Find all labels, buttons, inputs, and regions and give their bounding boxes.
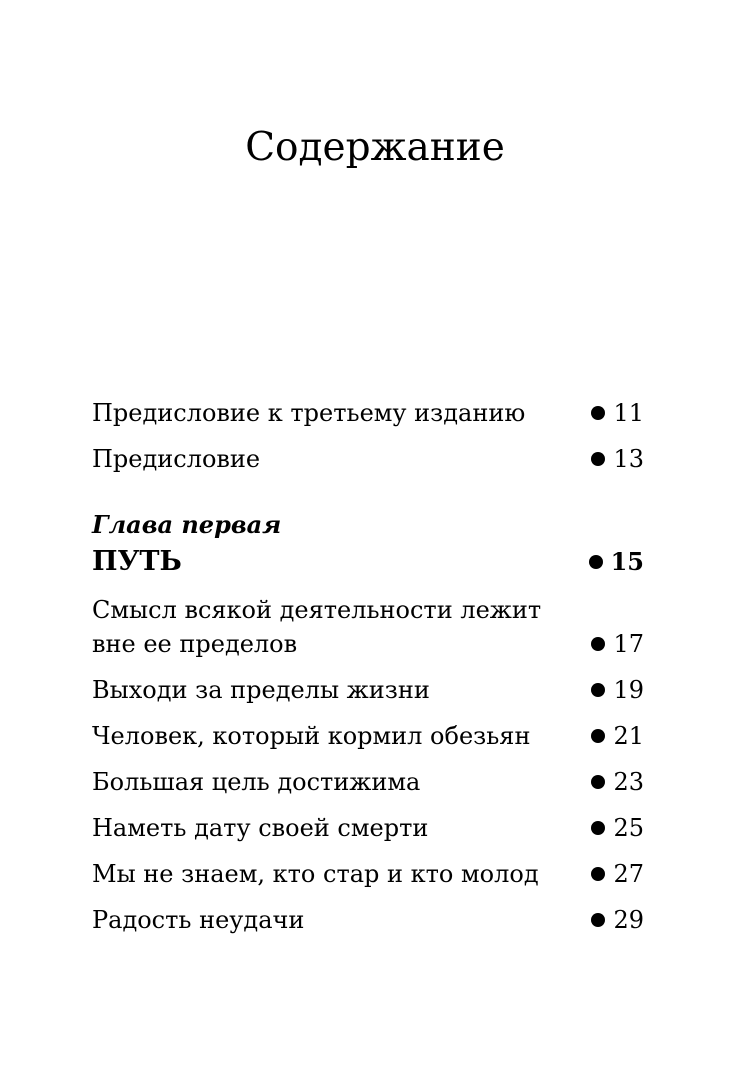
toc-entry-page: 25 <box>591 811 644 845</box>
toc-entry-label: Наметь дату своей смерти <box>92 814 429 842</box>
toc-entry-page: 23 <box>591 765 644 799</box>
bullet-icon <box>591 729 605 743</box>
toc-entry-label: Человек, который кормил обезьян <box>92 722 531 750</box>
bullet-icon <box>591 775 605 789</box>
toc-entry-label: Предисловие к третьему изданию <box>92 399 526 427</box>
toc-entry-label: Смысл всякой деятельности лежит вне ее пределов <box>92 596 542 658</box>
bullet-icon <box>591 913 605 927</box>
bullet-icon <box>591 637 605 651</box>
toc-entry-label: Выходи за пределы жизни <box>92 676 430 704</box>
toc-entry-meaning-of-activity[interactable] <box>92 593 644 661</box>
toc-entry-page: 29 <box>591 903 644 937</box>
bullet-icon <box>591 821 605 835</box>
toc-entry-page: 27 <box>591 857 644 891</box>
toc-entry-label: Большая цель достижима <box>92 768 421 796</box>
chapter-title: ПУТЬ <box>92 546 182 577</box>
toc-entry-page: 13 <box>591 442 644 476</box>
toc-entry-page: 17 <box>591 627 644 661</box>
bullet-icon <box>589 555 603 569</box>
toc-entry-label: Предисловие <box>92 445 261 473</box>
toc-entry-page: 19 <box>591 673 644 707</box>
chapter-subtitle: Глава первая <box>92 510 282 539</box>
bullet-icon <box>591 683 605 697</box>
bullet-icon <box>591 867 605 881</box>
toc-entry-page: 21 <box>591 719 644 753</box>
toc-entry-label: Мы не знаем, кто стар и кто молод <box>92 860 539 888</box>
toc-entry-page: 15 <box>589 545 644 579</box>
bullet-icon <box>591 406 605 420</box>
page-title: Содержание <box>245 125 505 170</box>
toc-entry-page: 11 <box>591 396 644 430</box>
bullet-icon <box>591 452 605 466</box>
toc-entry-label: Радость неудачи <box>92 906 305 934</box>
